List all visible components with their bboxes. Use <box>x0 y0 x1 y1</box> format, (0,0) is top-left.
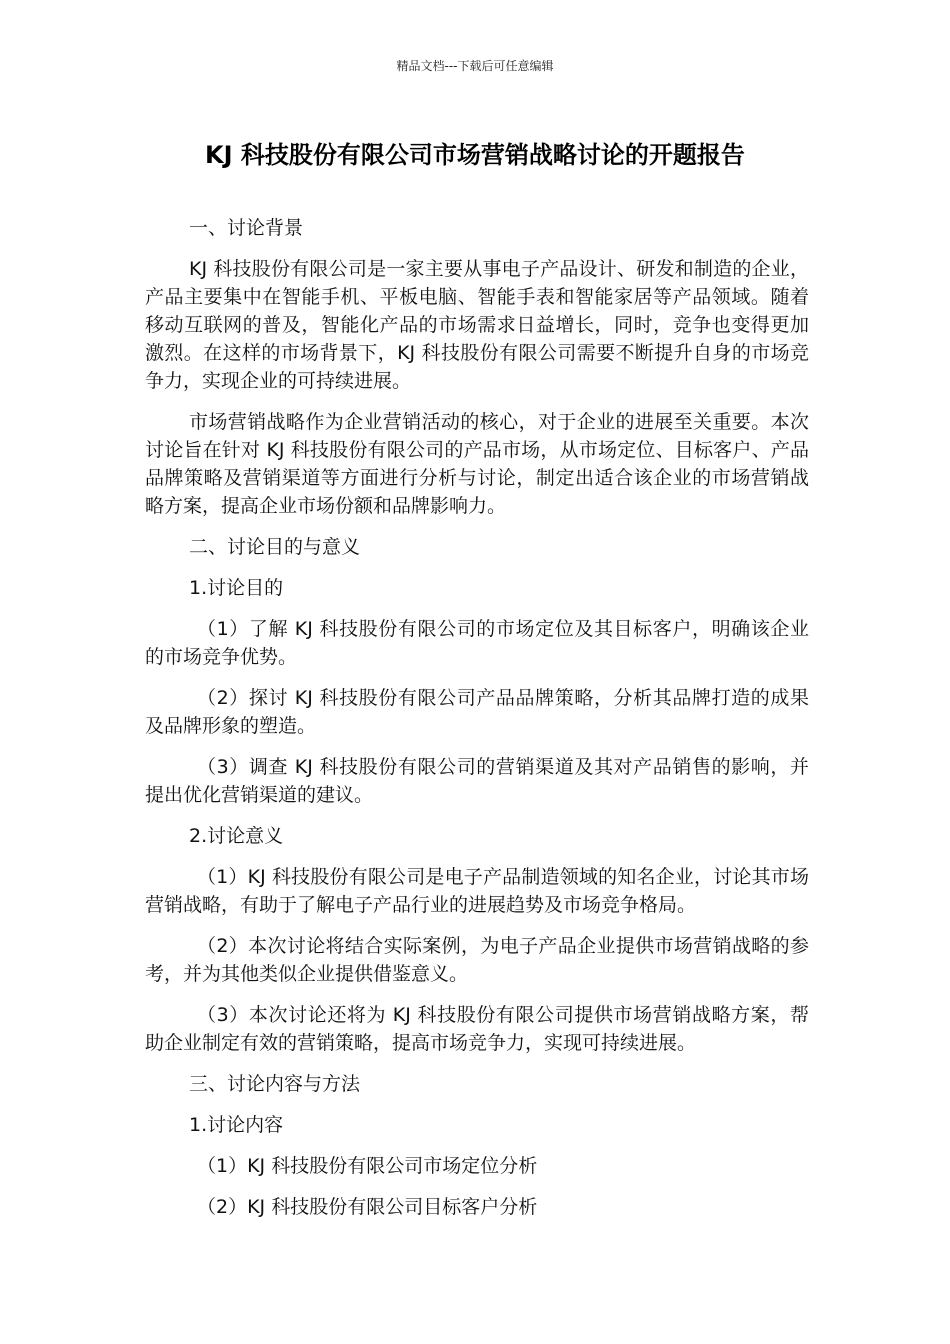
document-body <box>145 214 809 1234</box>
page-header-note: 精品文档---下载后可任意编辑 <box>396 59 554 73</box>
subheading-significance: 2.讨论意义 <box>189 825 284 847</box>
significance-item-2: （2）本次讨论将结合实际案例，为电子产品企业提供市场营销战略的参考，并为其他类似企业提供借鉴意义。 <box>145 935 809 985</box>
purpose-item-1: （1）了解 KJ 科技股份有限公司的市场定位及其目标客户，明确该企业的市场竞争优势。 <box>145 618 809 668</box>
section-heading-background: 一、讨论背景 <box>189 217 304 239</box>
document-title: KJ 科技股份有限公司市场营销战略讨论的开题报告 <box>205 141 745 169</box>
purpose-item-2: （2）探讨 KJ 科技股份有限公司产品品牌策略，分析其品牌打造的成果及品牌形象的塑造。 <box>145 687 809 737</box>
subheading-content: 1.讨论内容 <box>189 1114 284 1136</box>
subheading-purpose: 1.讨论目的 <box>189 577 284 599</box>
purpose-item-3: （3）调查 KJ 科技股份有限公司的营销渠道及其对产品销售的影响，并提出优化营销渠道的建议。 <box>145 756 809 806</box>
paragraph-background-1: KJ 科技股份有限公司是一家主要从事电子产品设计、研发和制造的企业，产品主要集中在智能手机、平板电脑、智能手表和智能家居等产品领域。随着移动互联网的普及，智能化产品的市场需求日益增长，同时，竞争也变得更加激烈。在这样的市场背景下，KJ 科技股份有限公司需要不断提升自身的市场竞争力，实现企业的可持续进展。 <box>145 258 809 392</box>
section-heading-content: 三、讨论内容与方法 <box>189 1073 361 1095</box>
content-item-1: （1）KJ 科技股份有限公司市场定位分析 <box>197 1155 538 1177</box>
section-heading-purpose: 二、讨论目的与意义 <box>189 536 361 558</box>
paragraph-background-2: 市场营销战略作为企业营销活动的核心，对于企业的进展至关重要。本次讨论旨在针对 KJ 科技股份有限公司的产品市场，从市场定位、目标客户、产品品牌策略及营销渠道等方面进行分析与讨论，制定出适合该企业的市场营销战略方案，提高企业市场份额和品牌影响力。 <box>145 411 809 517</box>
significance-item-1: （1）KJ 科技股份有限公司是电子产品制造领域的知名企业，讨论其市场营销战略，有助于了解电子产品行业的进展趋势及市场竞争格局。 <box>145 866 809 916</box>
content-item-2: （2）KJ 科技股份有限公司目标客户分析 <box>197 1196 538 1218</box>
significance-item-3: （3）本次讨论还将为 KJ 科技股份有限公司提供市场营销战略方案，帮助企业制定有效的营销策略，提高市场竞争力，实现可持续进展。 <box>145 1004 809 1054</box>
